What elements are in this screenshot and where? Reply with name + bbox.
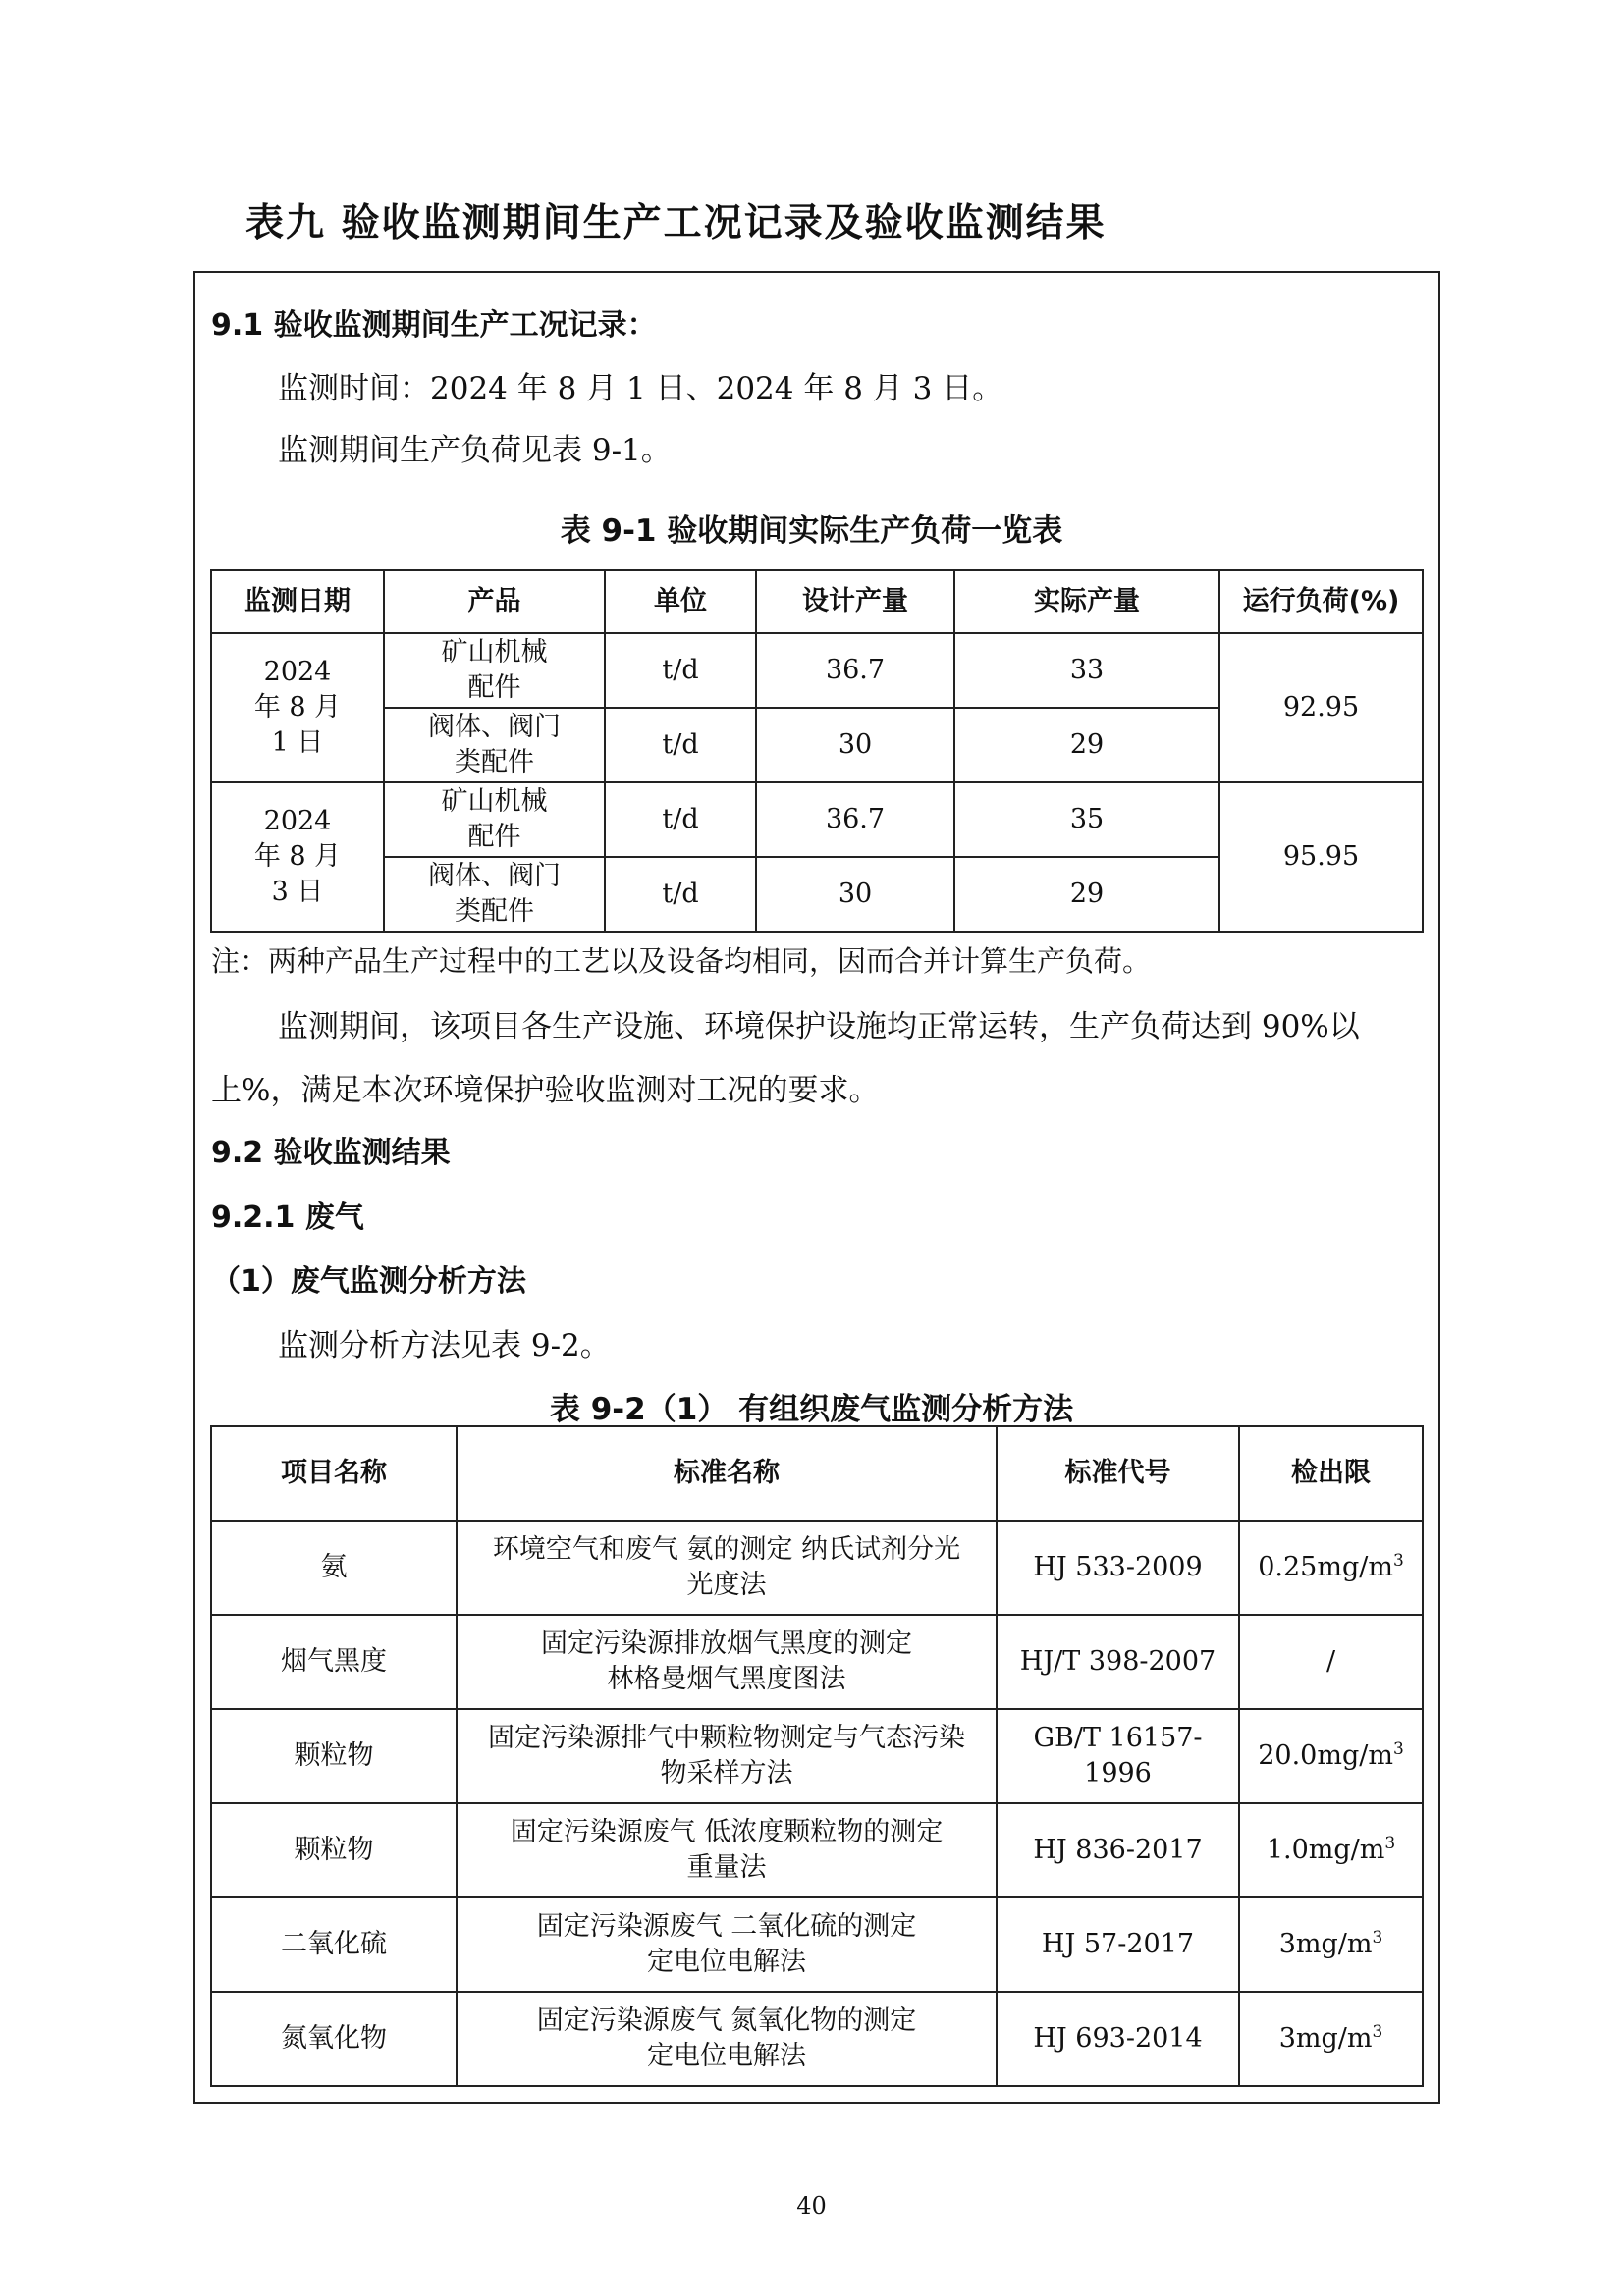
standard-code-cell: HJ/T 398-2007 (997, 1615, 1239, 1709)
detection-limit-cell: $3mg/m^3$ (1239, 1897, 1423, 1992)
standard-name-cell: 环境空气和废气 氨的测定 纳氏试剂分光 光度法 (457, 1521, 997, 1615)
column-header: 运行负荷(%) (1219, 570, 1423, 633)
standard-name-cell: 固定污染源废气 氮氧化物的测定 定电位电解法 (457, 1992, 997, 2086)
table-header-row (211, 1426, 1423, 1521)
standard-code-cell: HJ 836-2017 (997, 1803, 1239, 1897)
table-row (211, 633, 1423, 708)
design-output-cell: 36.7 (756, 782, 954, 857)
monitoring-time: 监测时间：2024 年 8 月 1 日、2024 年 8 月 3 日。 (278, 371, 1003, 406)
unit-cell: t/d (605, 857, 756, 932)
method-reference: 监测分析方法见表 9-2。 (278, 1328, 611, 1363)
table-row (211, 1709, 1423, 1803)
table-row (211, 1803, 1423, 1897)
product-cell: 阀体、阀门 类配件 (384, 857, 605, 932)
production-load-table (210, 569, 1424, 933)
pollutant-cell: 颗粒物 (211, 1803, 457, 1897)
exhaust-method-heading: （1）废气监测分析方法 (211, 1264, 526, 1299)
actual-output-cell: 29 (954, 857, 1219, 932)
standard-name-cell: 固定污染源排气中颗粒物测定与气态污染 物采样方法 (457, 1709, 997, 1803)
pollutant-cell: 烟气黑度 (211, 1615, 457, 1709)
detection-limit-cell: $20.0mg/m^3$ (1239, 1709, 1423, 1803)
column-header: 标准代号 (997, 1426, 1239, 1521)
column-header: 产品 (384, 570, 605, 633)
table-header-row (211, 570, 1423, 633)
exhaust-method-table (210, 1425, 1424, 2087)
table-row (211, 1615, 1423, 1709)
product-cell: 矿山机械 配件 (384, 633, 605, 708)
standard-code-cell: HJ 693-2014 (997, 1992, 1239, 2086)
unit-cell: t/d (605, 633, 756, 708)
table-row (211, 782, 1423, 857)
table-9-1-note: 注：两种产品生产过程中的工艺以及设备均相同，因而合并计算生产负荷。 (211, 944, 1152, 978)
detection-limit-cell: $3mg/m^3$ (1239, 1992, 1423, 2086)
pollutant-cell: 氮氧化物 (211, 1992, 457, 2086)
pollutant-cell: 颗粒物 (211, 1709, 457, 1803)
design-output-cell: 30 (756, 857, 954, 932)
column-header: 单位 (605, 570, 756, 633)
column-header: 监测日期 (211, 570, 384, 633)
design-output-cell: 36.7 (756, 633, 954, 708)
standard-code-cell: HJ 533-2009 (997, 1521, 1239, 1615)
detection-limit-cell: $0.25mg/m^3$ (1239, 1521, 1423, 1615)
table-row (211, 1521, 1423, 1615)
load-rate-cell: 95.95 (1219, 782, 1423, 932)
detection-limit-cell: $1.0mg/m^3$ (1239, 1803, 1423, 1897)
product-cell: 矿山机械 配件 (384, 782, 605, 857)
operating-status-line-1: 监测期间，该项目各生产设施、环境保护设施均正常运转，生产负荷达到 90%以 (278, 1009, 1360, 1044)
pollutant-cell: 氨 (211, 1521, 457, 1615)
column-header: 标准名称 (457, 1426, 997, 1521)
page-number: 40 (796, 2192, 827, 2219)
section-9-1-heading: 9.1 验收监测期间生产工况记录： (211, 308, 657, 343)
table-9-2-caption: 表 9-2（1） 有组织废气监测分析方法 (549, 1392, 1074, 1427)
actual-output-cell: 33 (954, 633, 1219, 708)
page-title: 表九 验收监测期间生产工况记录及验收监测结果 (245, 201, 1107, 245)
column-header: 项目名称 (211, 1426, 457, 1521)
operating-status-line-2: 上%，满足本次环境保护验收监测对工况的要求。 (211, 1073, 880, 1108)
column-header: 实际产量 (954, 570, 1219, 633)
standard-code-cell: HJ 57-2017 (997, 1897, 1239, 1992)
standard-name-cell: 固定污染源排放烟气黑度的测定 林格曼烟气黑度图法 (457, 1615, 997, 1709)
actual-output-cell: 35 (954, 782, 1219, 857)
date-cell: 2024 年 8 月 1 日 (211, 633, 384, 782)
unit-cell: t/d (605, 782, 756, 857)
table-row (211, 1897, 1423, 1992)
standard-code-cell: GB/T 16157-1996 (997, 1709, 1239, 1803)
product-cell: 阀体、阀门 类配件 (384, 708, 605, 782)
section-9-2-heading: 9.2 验收监测结果 (211, 1136, 451, 1170)
design-output-cell: 30 (756, 708, 954, 782)
unit-cell: t/d (605, 708, 756, 782)
load-rate-cell: 92.95 (1219, 633, 1423, 782)
table-9-1-caption: 表 9-1 验收期间实际生产负荷一览表 (560, 513, 1063, 549)
standard-name-cell: 固定污染源废气 低浓度颗粒物的测定 重量法 (457, 1803, 997, 1897)
column-header: 设计产量 (756, 570, 954, 633)
actual-output-cell: 29 (954, 708, 1219, 782)
standard-name-cell: 固定污染源废气 二氧化硫的测定 定电位电解法 (457, 1897, 997, 1992)
section-9-2-1-heading: 9.2.1 废气 (211, 1201, 364, 1235)
detection-limit-cell: / (1239, 1615, 1423, 1709)
load-reference: 监测期间生产负荷见表 9-1。 (278, 433, 672, 468)
date-cell: 2024 年 8 月 3 日 (211, 782, 384, 932)
pollutant-cell: 二氧化硫 (211, 1897, 457, 1992)
table-row (211, 1992, 1423, 2086)
column-header: 检出限 (1239, 1426, 1423, 1521)
